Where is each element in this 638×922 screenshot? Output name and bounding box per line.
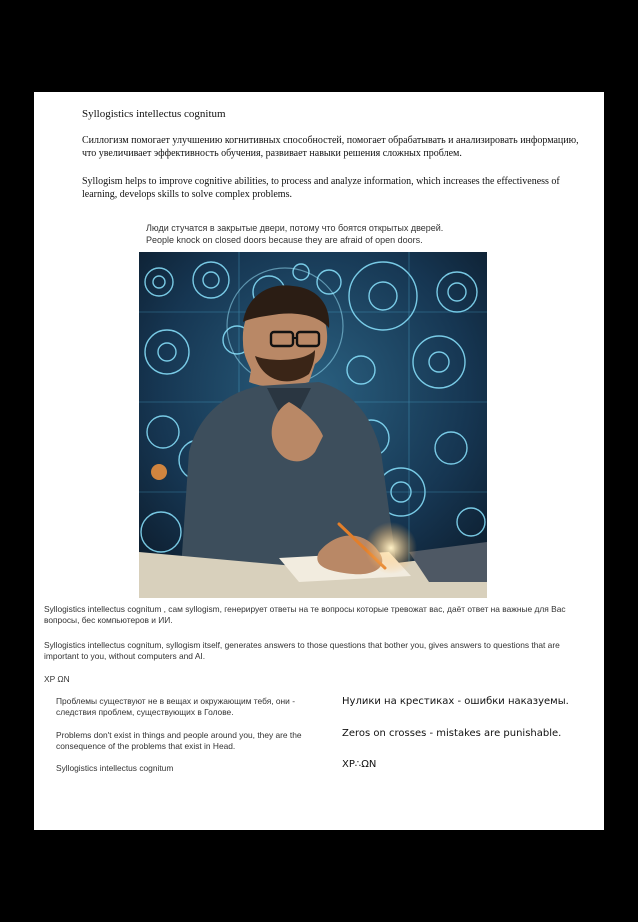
xp-omega-symbol: XP∴ΩN bbox=[342, 759, 377, 770]
quote-block bbox=[146, 222, 443, 246]
paragraph-ru: Силлогизм помогает улучшению когнитивных способностей, помогает обрабатывать и анализировать информацию, что увеличивает эффективность обучения, развивает навыки решения сложных проблем. bbox=[82, 135, 579, 159]
generates-paragraph-ru: Syllogistics intellectus cognitum , сам syllogism, генерирует ответы на те вопросы которые тревожат вас, даёт ответ на важные для Вас вопросы, бес компьютеров и ИИ. bbox=[44, 604, 566, 625]
document-page bbox=[34, 92, 604, 830]
man-thinking-with-gears-illustration bbox=[139, 252, 487, 598]
problems-ru: Проблемы существуют не в вещах и окружающим тебя, они - следствия проблем, существующих в Голове. bbox=[56, 696, 295, 717]
xp-omega-label: XP ΩN bbox=[44, 674, 70, 684]
paragraph-en: Syllogism helps to improve cognitive abilities, to process and analyze information, which increases the effectiveness of learning, develops skills to solve complex problems. bbox=[82, 176, 560, 200]
generates-paragraph-en: Syllogistics intellectus cognitum, syllogism itself, generates answers to those questions that bother you, gives answers to questions that are important to you, without computers and AI. bbox=[44, 640, 560, 661]
zeros-quote-ru: Нулики на крестиках - ошибки наказуемы. bbox=[342, 696, 569, 707]
zeros-quote-en: Zeros on crosses - mistakes are punishable. bbox=[342, 728, 562, 739]
footer-title: Syllogistics intellectus cognitum bbox=[56, 763, 174, 773]
doc-title: Syllogistics intellectus cognitum bbox=[82, 108, 226, 120]
problems-en: Problems don't exist in things and people around you, they are the consequence of the problems that exist in Head. bbox=[56, 730, 302, 751]
quote-en: People knock on closed doors because they are afraid of open doors. bbox=[146, 235, 423, 245]
quote-ru: Люди стучатся в закрытые двери, потому что боятся открытых дверей. bbox=[146, 223, 444, 233]
